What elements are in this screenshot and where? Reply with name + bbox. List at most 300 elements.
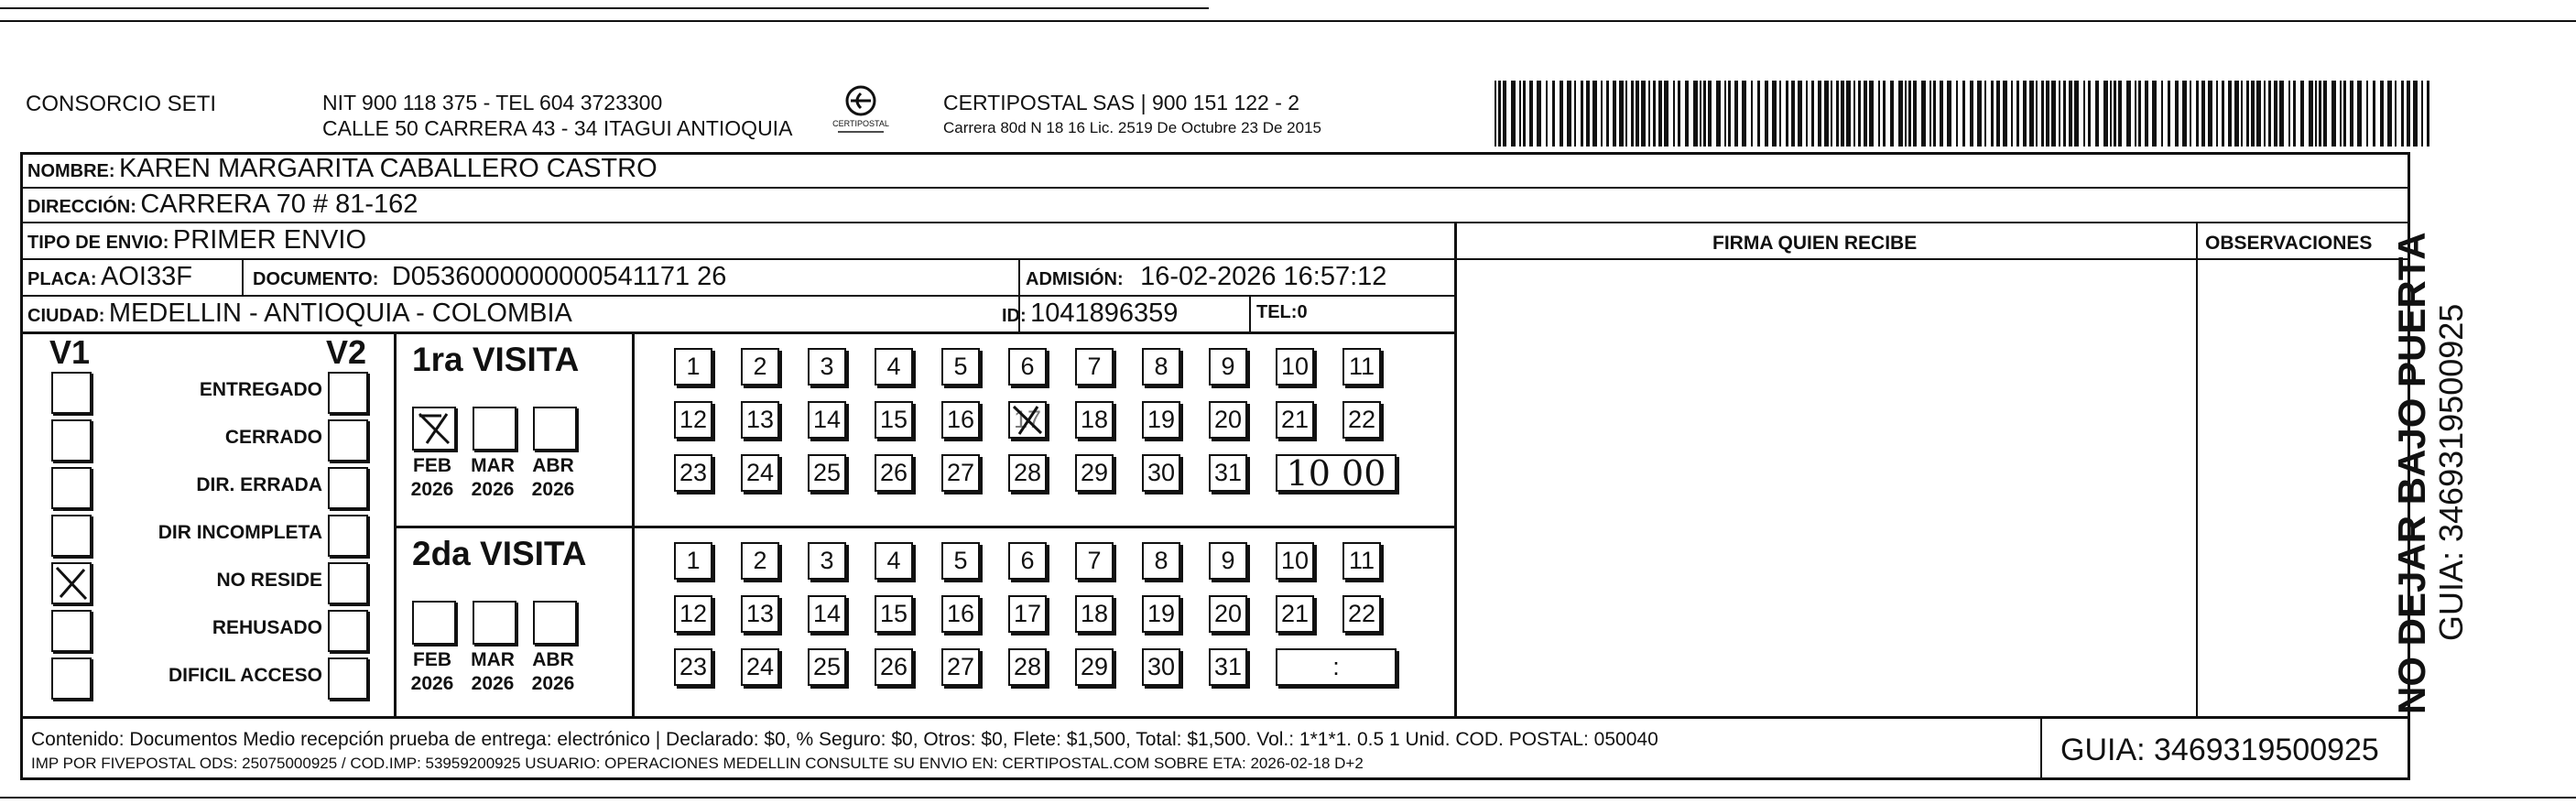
- barcode-bar: [1921, 81, 1926, 147]
- day-number: 12: [679, 600, 708, 627]
- day-number: 31: [1213, 459, 1243, 486]
- barcode-bar: [1913, 81, 1917, 147]
- month-label: [526, 454, 581, 502]
- barcode-bar: [1991, 81, 1994, 147]
- status-label: DIR INCOMPLETA: [158, 522, 322, 543]
- vrule-guia: [2040, 716, 2042, 780]
- barcode-bar: [1977, 81, 1982, 147]
- vrule-firma: [1454, 222, 1457, 716]
- day-number: 25: [812, 653, 842, 680]
- barcode-bar: [1529, 81, 1533, 147]
- placa-label: PLACA:: [27, 269, 97, 289]
- month-checkbox[interactable]: [533, 601, 577, 645]
- tipo-row: [27, 225, 366, 255]
- v2-checkbox[interactable]: [328, 515, 368, 557]
- admision-value: 16-02-2026 16:57:12: [1140, 262, 1387, 291]
- day-number: 17: [1013, 406, 1042, 433]
- day-number: 27: [946, 459, 975, 486]
- barcode-bar: [1742, 81, 1746, 147]
- month-checkbox[interactable]: [533, 407, 577, 451]
- month-name: FEB: [413, 649, 451, 670]
- barcode-bar: [2110, 81, 2112, 147]
- barcode-bar: [1606, 81, 1609, 147]
- day-box[interactable]: [808, 542, 846, 580]
- day-box[interactable]: [941, 595, 980, 633]
- v2-checkbox[interactable]: [328, 372, 368, 414]
- bottom-rule: [0, 797, 2576, 799]
- barcode-bar: [2161, 81, 2163, 147]
- day-box[interactable]: [875, 595, 913, 633]
- day-number: 9: [1221, 547, 1235, 574]
- day-number: 28: [1013, 653, 1042, 680]
- rule-5: [20, 331, 1456, 334]
- barcode-bar: [1673, 81, 1675, 147]
- month-checkbox[interactable]: [473, 407, 516, 451]
- nombre-row: [27, 154, 658, 184]
- day-number: 19: [1147, 600, 1176, 627]
- month-name: MAR: [471, 455, 515, 476]
- barcode-bar: [1641, 81, 1646, 147]
- barcode-bar: [1523, 81, 1526, 147]
- day-box[interactable]: [674, 348, 712, 386]
- barcode-bar: [1962, 81, 1965, 147]
- day-box[interactable]: [1142, 401, 1180, 439]
- barcode-bar: [2201, 81, 2205, 147]
- barcode-bar: [1734, 81, 1738, 147]
- barcode-bar: [2319, 81, 2321, 147]
- day-number: 10: [1280, 353, 1310, 380]
- barcode-bar: [1708, 81, 1712, 147]
- month-label: [465, 454, 520, 502]
- day-number: 20: [1213, 406, 1243, 433]
- barcode-bar: [1869, 81, 1874, 147]
- rule-2: [20, 222, 2410, 223]
- day-box[interactable]: [1276, 401, 1314, 439]
- license-line: Carrera 80d N 18 16 Lic. 2519 De Octubre 23 De 2015: [943, 119, 1321, 136]
- barcode-bar: [2293, 81, 2296, 147]
- documento-row: [253, 262, 726, 292]
- day-box[interactable]: [808, 401, 846, 439]
- day-number: 2: [753, 353, 767, 380]
- ciudad-value: MEDELLIN - ANTIOQUIA - COLOMBIA: [108, 299, 572, 328]
- barcode-bar: [1503, 81, 1506, 147]
- day-number: 28: [1013, 459, 1042, 486]
- day-number: 18: [1080, 406, 1109, 433]
- day-number: 5: [953, 547, 968, 574]
- day-box[interactable]: [1209, 648, 1247, 686]
- day-box[interactable]: [875, 454, 913, 492]
- time-box[interactable]: [1276, 648, 1397, 686]
- barcode-bar: [1537, 81, 1541, 147]
- day-box[interactable]: [1342, 401, 1381, 439]
- vrule-placa: [242, 258, 244, 295]
- barcode-bar: [2175, 81, 2179, 147]
- day-number: 25: [812, 459, 842, 486]
- barcode-bar: [1560, 81, 1563, 147]
- barcode-bar: [1498, 81, 1501, 147]
- day-box[interactable]: [1142, 454, 1180, 492]
- barcode-bar: [2208, 81, 2212, 147]
- barcode-bar: [1811, 81, 1814, 147]
- barcode-bar: [1786, 81, 1788, 147]
- side-guia: GUIA: 3469319500925: [2432, 303, 2470, 641]
- day-number: 26: [879, 653, 908, 680]
- barcode-bar: [2279, 81, 2284, 147]
- day-box[interactable]: [941, 454, 980, 492]
- month-year: 2026: [410, 673, 454, 694]
- day-box[interactable]: [1142, 542, 1180, 580]
- barcode-bar: [1853, 81, 1855, 147]
- day-number: 11: [1348, 547, 1375, 574]
- top-rule: [0, 7, 1209, 9]
- barcode-bar: [1818, 81, 1821, 147]
- day-box[interactable]: [1008, 348, 1047, 386]
- month-name: ABR: [532, 455, 574, 476]
- month-checkbox[interactable]: [412, 407, 456, 451]
- day-number: 22: [1347, 600, 1376, 627]
- placa-value: AOI33F: [101, 262, 192, 291]
- day-number: 4: [886, 353, 901, 380]
- day-number: 3: [820, 547, 834, 574]
- month-year: 2026: [410, 479, 454, 500]
- day-box[interactable]: [1142, 648, 1180, 686]
- day-box[interactable]: [941, 401, 980, 439]
- day-box[interactable]: [1276, 348, 1314, 386]
- day-box[interactable]: [674, 454, 712, 492]
- day-box[interactable]: [875, 648, 913, 686]
- barcode-bar: [2228, 81, 2232, 147]
- day-box[interactable]: [1075, 401, 1114, 439]
- v2-checkbox[interactable]: [328, 467, 368, 509]
- barcode-bar: [2063, 81, 2066, 147]
- barcode-bar: [1908, 81, 1911, 147]
- barcode-bar: [2357, 81, 2362, 147]
- day-box[interactable]: [674, 648, 712, 686]
- direccion-label: DIRECCIÓN:: [27, 197, 136, 217]
- barcode-bar: [1824, 81, 1829, 147]
- day-box[interactable]: [941, 542, 980, 580]
- tel-label: TEL:: [1256, 302, 1298, 322]
- barcode-bar: [2023, 81, 2027, 147]
- day-mark: [1010, 403, 1045, 443]
- status-label: DIR. ERRADA: [196, 474, 322, 495]
- barcode-bar: [2168, 81, 2170, 147]
- day-box[interactable]: [808, 595, 846, 633]
- barcode-bar: [2323, 81, 2327, 147]
- admision-label: ADMISIÓN:: [1026, 269, 1124, 289]
- day-number: 24: [745, 653, 775, 680]
- day-number: 16: [946, 406, 975, 433]
- day-box[interactable]: [808, 454, 846, 492]
- day-number: 15: [879, 600, 908, 627]
- month-checkbox[interactable]: [412, 601, 456, 645]
- barcode-bar: [2152, 81, 2157, 147]
- barcode-bar: [1567, 81, 1571, 147]
- day-number: 15: [879, 406, 908, 433]
- day-number: 8: [1154, 353, 1168, 380]
- barcode-bar: [2216, 81, 2218, 147]
- day-box[interactable]: [875, 401, 913, 439]
- barcode-bar: [2366, 81, 2368, 147]
- day-number: 26: [879, 459, 908, 486]
- month-name: MAR: [471, 649, 515, 670]
- id-value: 1041896359: [1030, 299, 1179, 328]
- tel-row: [1256, 302, 1308, 323]
- time-box[interactable]: [1276, 454, 1397, 492]
- address-line: CALLE 50 CARRERA 43 - 34 ITAGUI ANTIOQUIA: [322, 116, 793, 140]
- v2-checkbox[interactable]: [328, 657, 368, 700]
- day-number: 2: [753, 547, 767, 574]
- barcode-bar: [2083, 81, 2085, 147]
- day-box[interactable]: [1075, 648, 1114, 686]
- certipostal-line: CERTIPOSTAL SAS | 900 151 122 - 2: [943, 91, 1300, 114]
- barcode-bar: [1947, 81, 1951, 147]
- tipo-value: PRIMER ENVIO: [172, 225, 367, 255]
- barcode-bar: [1619, 81, 1624, 147]
- logo-text: CERTIPOSTAL: [832, 119, 889, 128]
- day-box[interactable]: [1342, 595, 1381, 633]
- guia-number: GUIA: 3469319500925: [2060, 733, 2379, 767]
- month-name: FEB: [413, 455, 451, 476]
- day-number: 20: [1213, 600, 1243, 627]
- nit-line: NIT 900 118 375 - TEL 604 3723300: [322, 91, 663, 114]
- vrule-visits: [394, 331, 397, 716]
- day-box[interactable]: [875, 348, 913, 386]
- day-number: 30: [1147, 653, 1176, 680]
- top-rule-2: [0, 20, 2576, 22]
- day-box[interactable]: [674, 595, 712, 633]
- day-number: 21: [1280, 406, 1310, 433]
- day-box[interactable]: [875, 542, 913, 580]
- observaciones-header: OBSERVACIONES: [2205, 233, 2373, 254]
- month-label: [405, 648, 460, 696]
- day-number: 21: [1280, 600, 1310, 627]
- barcode-bar: [2190, 81, 2191, 147]
- day-number: 29: [1080, 459, 1109, 486]
- firma-header: FIRMA QUIEN RECIBE: [1712, 233, 1918, 254]
- nombre-value: KAREN MARGARITA CABALLERO CASTRO: [119, 154, 658, 183]
- barcode-bar: [1984, 81, 1986, 147]
- status-label: NO RESIDE: [216, 570, 322, 591]
- barcode-bar: [1836, 81, 1839, 147]
- barcode-bar: [2315, 81, 2317, 147]
- day-box[interactable]: [1008, 595, 1047, 633]
- v2-checkbox[interactable]: [328, 419, 368, 462]
- barcode-bar: [1791, 81, 1795, 147]
- barcode-bar: [1664, 81, 1668, 147]
- barcode-bar: [1574, 81, 1576, 147]
- id-row: [1002, 299, 1178, 329]
- day-box[interactable]: [808, 348, 846, 386]
- vrule-months: [632, 331, 635, 716]
- barcode-bar: [1546, 81, 1548, 147]
- day-box[interactable]: [674, 542, 712, 580]
- day-number: 1: [686, 353, 701, 380]
- barcode-bar: [2036, 81, 2038, 147]
- status-label: CERRADO: [224, 427, 322, 448]
- barcode-bar: [2264, 81, 2266, 147]
- barcode-bar: [2029, 81, 2034, 147]
- day-number: 7: [1087, 353, 1102, 380]
- status-label: DIFICIL ACCESO: [168, 665, 322, 686]
- barcode-bar: [2095, 81, 2099, 147]
- barcode-bar: [2088, 81, 2091, 147]
- day-number: 17: [1013, 600, 1042, 627]
- barcode-bar: [2241, 81, 2243, 147]
- barcode-bar: [1905, 81, 1907, 147]
- time-value: 10 00: [1286, 452, 1386, 494]
- day-number: 19: [1147, 406, 1176, 433]
- barcode-bar: [1772, 81, 1777, 147]
- barcode-bar: [1586, 81, 1590, 147]
- barcode-bar: [1625, 81, 1627, 147]
- day-box[interactable]: [741, 542, 779, 580]
- nombre-label: NOMBRE:: [27, 161, 115, 181]
- day-box[interactable]: [1209, 595, 1247, 633]
- day-box[interactable]: [1075, 348, 1114, 386]
- footer-print-info: IMP POR FIVEPOSTAL ODS: 25075000925 / COD.IMP: 53959200925 USUARIO: OPERACIONES MEDELLIN CONSULTE SU ENVIO EN: CERTIPOSTAL.COM SOBRE ETA: 2026-02-18 D+2: [31, 755, 1364, 772]
- barcode-bar: [1519, 81, 1521, 147]
- barcode-bar: [1716, 81, 1721, 147]
- rule-footer: [20, 716, 2410, 719]
- barcode-bar: [2350, 81, 2353, 147]
- barcode-bar: [2138, 81, 2141, 147]
- day-box[interactable]: [1342, 348, 1381, 386]
- barcode-bar: [2343, 81, 2346, 147]
- day-box[interactable]: [1209, 348, 1247, 386]
- day-box[interactable]: [741, 348, 779, 386]
- barcode-bar: [2331, 81, 2336, 147]
- month-label: [465, 648, 520, 696]
- day-number: 16: [946, 600, 975, 627]
- barcode-bar: [2234, 81, 2239, 147]
- barcode-bar: [2145, 81, 2148, 147]
- day-box[interactable]: [1075, 454, 1114, 492]
- ciudad-row: [27, 299, 572, 329]
- day-number: 14: [812, 600, 842, 627]
- barcode-bar: [1757, 81, 1760, 147]
- day-box[interactable]: [1008, 401, 1047, 439]
- barcode-bar: [1581, 81, 1583, 147]
- rule-3: [20, 258, 2410, 260]
- day-box[interactable]: [1276, 542, 1314, 580]
- status-label: ENTREGADO: [199, 379, 322, 400]
- day-box[interactable]: [1209, 542, 1247, 580]
- day-box[interactable]: [1008, 454, 1047, 492]
- day-box[interactable]: [808, 648, 846, 686]
- barcode-bar: [2274, 81, 2277, 147]
- barcode-bar: [2246, 81, 2249, 147]
- barcode-bar: [2059, 81, 2060, 147]
- barcode-bar: [1693, 81, 1698, 147]
- barcode-bar: [1685, 81, 1689, 147]
- certipostal-info: [943, 90, 1321, 141]
- day-box[interactable]: [1075, 595, 1114, 633]
- day-box[interactable]: [941, 348, 980, 386]
- barcode-bar: [1636, 81, 1639, 147]
- direccion-value: CARRERA 70 # 81-162: [140, 190, 418, 219]
- day-box[interactable]: [1209, 401, 1247, 439]
- day-number: 24: [745, 459, 775, 486]
- v2-header: V2: [326, 333, 367, 371]
- day-number: 22: [1347, 406, 1376, 433]
- day-box[interactable]: [941, 648, 980, 686]
- barcode-bar: [2135, 81, 2136, 147]
- day-number: 23: [679, 459, 708, 486]
- barcode-bar: [2288, 81, 2290, 147]
- day-number: 4: [886, 547, 901, 574]
- day-number: 13: [745, 406, 775, 433]
- day-box[interactable]: [1342, 542, 1381, 580]
- month-name: ABR: [532, 649, 574, 670]
- barcode-bar: [1765, 81, 1768, 147]
- footer-content: Contenido: Documentos Medio recepción prueba de entrega: electrónico | Declarado: $0, % Seguro: $0, Otros: $0, Flete: $1,500, Total: $1,500. Vol.: 1*1*1. 0.5 1 Unid. COD. POSTAL: 050040: [31, 729, 1658, 750]
- day-box[interactable]: [741, 595, 779, 633]
- barcode-bar: [2069, 81, 2072, 147]
- day-box[interactable]: [1075, 542, 1114, 580]
- month-year: 2026: [471, 479, 515, 500]
- visit-title: 2da VISITA: [412, 535, 587, 572]
- day-number: 12: [679, 406, 708, 433]
- barcode-bar: [2182, 81, 2187, 147]
- barcode-bar: [1658, 81, 1662, 147]
- barcode-bar: [2222, 81, 2224, 147]
- barcode-bar: [1864, 81, 1867, 147]
- rule-1: [20, 187, 2410, 189]
- day-box[interactable]: [741, 454, 779, 492]
- barcode-bar: [1858, 81, 1861, 147]
- month-year: 2026: [471, 673, 515, 694]
- barcode-bar: [2103, 81, 2108, 147]
- company-name: CONSORCIO SETI: [26, 92, 217, 116]
- day-box[interactable]: [741, 648, 779, 686]
- barcode-bar: [1929, 81, 1931, 147]
- day-box[interactable]: [1008, 648, 1047, 686]
- barcode-bar: [1940, 81, 1943, 147]
- day-number: 30: [1147, 459, 1176, 486]
- day-box[interactable]: [741, 401, 779, 439]
- day-number: 31: [1213, 653, 1243, 680]
- month-label: [526, 648, 581, 696]
- barcode-bar: [1956, 81, 1958, 147]
- day-box[interactable]: [1142, 348, 1180, 386]
- barcode-bar: [1700, 81, 1701, 147]
- barcode-bar: [1724, 81, 1726, 147]
- barcode-bar: [1552, 81, 1555, 147]
- rule-4: [20, 295, 1456, 297]
- rule-visits: [394, 526, 1456, 528]
- barcode-bar: [2340, 81, 2342, 147]
- v2-checkbox[interactable]: [328, 562, 368, 604]
- barcode-bar: [1798, 81, 1802, 147]
- day-box[interactable]: [1276, 595, 1314, 633]
- barcode-bar: [2373, 81, 2375, 147]
- barcode-bar: [2309, 81, 2313, 147]
- month-checkbox[interactable]: [473, 601, 516, 645]
- day-box[interactable]: [1008, 542, 1047, 580]
- barcode-bar: [2003, 81, 2007, 147]
- day-number: 8: [1154, 547, 1168, 574]
- day-box[interactable]: [674, 401, 712, 439]
- ciudad-label: CIUDAD:: [27, 306, 105, 326]
- v2-checkbox[interactable]: [328, 610, 368, 652]
- documento-value: D0536000000000541171 26: [391, 262, 727, 291]
- barcode-icon: [1495, 81, 2433, 147]
- day-box[interactable]: [1142, 595, 1180, 633]
- barcode-bar: [1890, 81, 1894, 147]
- day-box[interactable]: [1209, 454, 1247, 492]
- barcode-bar: [1883, 81, 1886, 147]
